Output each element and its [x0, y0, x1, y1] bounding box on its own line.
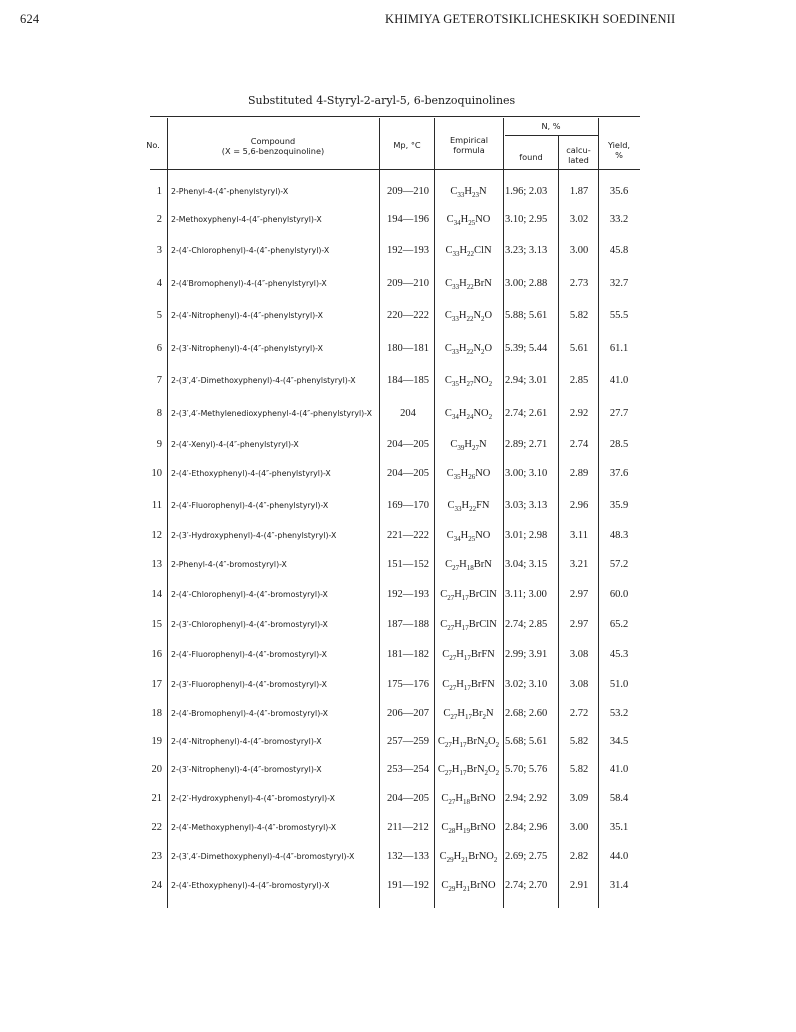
empirical-formula: $C_{33}H_{22}BrN$ [445, 278, 492, 292]
table-row [0, 186, 796, 216]
empirical-formula: $C_{27}H_{18}BrN$ [445, 559, 492, 573]
n-found: 3.04; 3.15 [505, 559, 548, 570]
header-calc-line1: calcu- [566, 145, 591, 155]
empirical-formula: $C_{33}H_{22}FN$ [447, 500, 490, 514]
compound-name: 2-(3′-Chlorophenyl)-4-(4″-bromostyryl)-X [171, 620, 328, 629]
empirical-formula: $C_{28}H_{19}BrNO$ [441, 822, 496, 836]
n-found: 2.74; 2.85 [505, 619, 548, 630]
compound-name: 2-(3′-Hydroxyphenyl)-4-(4″-phenylstyryl)-X [171, 531, 337, 540]
yield-value: 61.1 [609, 343, 629, 354]
compound-name: 2-(3′,4′-Dimethoxyphenyl)-4-(4″-bromostyryl)-X [171, 852, 355, 861]
row-number: 10 [151, 468, 162, 479]
header-n-group: N, % [541, 121, 561, 131]
row-number: 4 [156, 278, 162, 289]
compound-name: 2-(4′-Fluorophenyl)-4-(4″-bromostyryl)-X [171, 650, 327, 659]
empirical-formula: $C_{27}H_{17}Br_2N$ [443, 708, 494, 722]
header-compound-line1: Compound [250, 136, 296, 146]
compound-name: 2-(3′-Nitrophenyl)-4-(4″-bromostyryl)-X [171, 765, 322, 774]
empirical-formula: $C_{27}H_{17}BrClN$ [440, 589, 497, 603]
journal-title: KHIMIYA GETEROTSIKLICHESKIKH SOEDINENII [385, 12, 676, 26]
page-number: 624 [20, 12, 40, 26]
empirical-formula: $C_{34}H_{25}NO$ [446, 214, 491, 228]
melting-point: 194—196 [387, 214, 429, 225]
n-calculated: 2.97 [569, 589, 589, 600]
table-title: Substituted 4-Styryl-2-aryl-5, 6-benzoquinolines [248, 94, 516, 107]
n-calculated: 2.97 [569, 619, 589, 630]
yield-value: 60.0 [609, 589, 629, 600]
n-calculated: 3.08 [569, 679, 589, 690]
empirical-formula: $C_{27}H_{17}BrN_2O_2$ [437, 736, 500, 750]
empirical-formula: $C_{27}H_{17}BrN_2O_2$ [437, 764, 500, 778]
empirical-formula: $C_{27}H_{17}BrClN$ [440, 619, 497, 633]
melting-point: 211—212 [387, 822, 429, 833]
yield-value: 41.0 [609, 375, 629, 386]
melting-point: 220—222 [387, 310, 429, 321]
melting-point: 253—254 [387, 764, 429, 775]
table-row [0, 559, 796, 589]
melting-point: 191—192 [387, 880, 429, 891]
row-number: 3 [156, 245, 162, 256]
table-row [0, 708, 796, 738]
compound-name: 2-(2′-Hydroxyphenyl)-4-(4″-bromostyryl)-X [171, 794, 335, 803]
empirical-formula: $C_{34}H_{25}NO$ [446, 530, 491, 544]
header-formula-line2: formula [453, 145, 485, 155]
n-found: 2.74; 2.61 [505, 408, 548, 419]
n-calculated: 3.11 [570, 530, 588, 541]
n-calculated: 2.89 [569, 468, 589, 479]
row-number: 23 [151, 851, 162, 862]
yield-value: 27.7 [609, 408, 629, 419]
n-found: 2.94; 3.01 [505, 375, 548, 386]
n-calculated: 5.61 [569, 343, 589, 354]
melting-point: 180—181 [387, 343, 429, 354]
row-number: 11 [151, 500, 162, 511]
row-number: 16 [151, 649, 162, 660]
yield-value: 35.6 [609, 186, 629, 197]
compound-name: 2-(3′,4′-Dimethoxyphenyl)-4-(4″-phenylstyryl)-X [171, 376, 356, 385]
empirical-formula: $C_{27}H_{18}BrNO$ [441, 793, 496, 807]
melting-point: 204—205 [387, 468, 429, 479]
row-number: 1 [156, 186, 162, 197]
row-number: 14 [151, 589, 162, 600]
n-group-rule [505, 135, 599, 136]
empirical-formula: $C_{39}H_{27}N$ [450, 439, 487, 453]
melting-point: 209—210 [387, 278, 429, 289]
header-no: No. [146, 140, 160, 150]
yield-value: 48.3 [609, 530, 629, 541]
header-formula-line1: Empirical [449, 135, 489, 145]
n-found: 3.00; 3.10 [505, 468, 548, 479]
melting-point: 192—193 [387, 245, 429, 256]
table-row [0, 880, 796, 910]
n-calculated: 2.91 [569, 880, 589, 891]
table-row [0, 278, 796, 308]
table-row [0, 245, 796, 275]
yield-value: 31.4 [609, 880, 629, 891]
row-number: 19 [151, 736, 162, 747]
row-number: 20 [151, 764, 162, 775]
table-row [0, 310, 796, 340]
melting-point: 204 [400, 408, 416, 419]
table-row [0, 851, 796, 881]
header-mp: Mp, °C [393, 140, 421, 150]
table-row [0, 343, 796, 373]
yield-value: 28.5 [609, 439, 629, 450]
table-row [0, 214, 796, 244]
melting-point: 132—133 [387, 851, 429, 862]
table-row [0, 589, 796, 619]
row-number: 15 [151, 619, 162, 630]
n-found: 2.74; 2.70 [505, 880, 548, 891]
melting-point: 192—193 [387, 589, 429, 600]
n-calculated: 3.09 [569, 793, 589, 804]
table-row [0, 619, 796, 649]
compound-name: 2-(4′-Methoxyphenyl)-4-(4″-bromostyryl)-X [171, 823, 337, 832]
yield-value: 33.2 [609, 214, 629, 225]
row-number: 7 [156, 375, 162, 386]
row-number: 5 [156, 310, 162, 321]
header-yield-line2: % [615, 150, 623, 160]
table-top-rule [150, 116, 640, 117]
yield-value: 45.3 [609, 649, 629, 660]
header-bottom-rule [150, 169, 640, 170]
n-found: 3.23; 3.13 [505, 245, 548, 256]
compound-name: 2-(4′-Fluorophenyl)-4-(4″-phenylstyryl)-X [171, 501, 329, 510]
n-calculated: 2.72 [569, 708, 589, 719]
table-row [0, 500, 796, 530]
row-number: 24 [151, 880, 162, 891]
compound-name: 2-(4′-Nitrophenyl)-4-(4″-phenylstyryl)-X [171, 311, 323, 320]
compound-name: 2-(4′-Chlorophenyl)-4-(4″-phenylstyryl)-X [171, 246, 330, 255]
row-number: 18 [151, 708, 162, 719]
empirical-formula: $C_{33}H_{22}ClN$ [445, 245, 492, 259]
empirical-formula: $C_{29}H_{21}BrNO$ [441, 880, 496, 894]
melting-point: 209—210 [387, 186, 429, 197]
header-formula [435, 135, 503, 155]
row-number: 9 [156, 439, 162, 450]
n-found: 2.89; 2.71 [505, 439, 548, 450]
melting-point: 169—170 [387, 500, 429, 511]
table-row [0, 375, 796, 405]
row-number: 17 [151, 679, 162, 690]
n-found: 2.84; 2.96 [505, 822, 548, 833]
n-found: 2.68; 2.60 [505, 708, 548, 719]
row-number: 21 [151, 793, 162, 804]
header-yield [599, 140, 639, 160]
yield-value: 34.5 [609, 736, 629, 747]
header-calc [559, 145, 598, 165]
n-calculated: 5.82 [569, 736, 589, 747]
n-found: 5.39; 5.44 [505, 343, 548, 354]
n-found: 3.11; 3.00 [505, 589, 547, 600]
table-row [0, 468, 796, 498]
yield-value: 53.2 [609, 708, 629, 719]
compound-name: 2-(4′-Ethoxyphenyl)-4-(4″-phenylstyryl)-X [171, 469, 331, 478]
yield-value: 35.1 [609, 822, 629, 833]
yield-value: 45.8 [609, 245, 629, 256]
melting-point: 206—207 [387, 708, 429, 719]
n-calculated: 1.87 [569, 186, 589, 197]
header-found: found [519, 152, 543, 162]
n-calculated: 2.85 [569, 375, 589, 386]
n-calculated: 3.21 [569, 559, 589, 570]
n-found: 5.70; 5.76 [505, 764, 548, 775]
n-calculated: 2.82 [569, 851, 589, 862]
n-calculated: 3.00 [569, 822, 589, 833]
empirical-formula: $C_{27}H_{17}BrFN$ [442, 649, 495, 663]
empirical-formula: $C_{35}H_{26}NO$ [446, 468, 491, 482]
yield-value: 55.5 [609, 310, 629, 321]
yield-value: 65.2 [609, 619, 629, 630]
table-row [0, 679, 796, 709]
empirical-formula: $C_{33}H_{22}N_2O$ [444, 343, 493, 357]
n-found: 3.02; 3.10 [505, 679, 548, 690]
n-calculated: 3.08 [569, 649, 589, 660]
compound-name: 2-(4′Bromophenyl)-4-(4″-phenylstyryl)-X [171, 279, 327, 288]
n-calculated: 3.00 [569, 245, 589, 256]
compound-name: 2-Phenyl-4-(4″-phenylstyryl)-X [171, 187, 289, 196]
compound-name: 2-(4′-Chlorophenyl)-4-(4″-bromostyryl)-X [171, 590, 328, 599]
yield-value: 58.4 [609, 793, 629, 804]
compound-name: 2-(3′-Fluorophenyl)-4-(4″-bromostyryl)-X [171, 680, 327, 689]
header-calc-line2: lated [568, 155, 589, 165]
table-row [0, 408, 796, 438]
yield-value: 35.9 [609, 500, 629, 511]
compound-name: 2-(4′-Ethoxyphenyl)-4-(4″-bromostyryl)-X [171, 881, 330, 890]
table-row [0, 649, 796, 679]
table-row [0, 764, 796, 794]
melting-point: 181—182 [387, 649, 429, 660]
melting-point: 151—152 [387, 559, 429, 570]
yield-value: 51.0 [609, 679, 629, 690]
header-compound-line2: (X = 5,6-benzoquinoline) [221, 146, 325, 156]
empirical-formula: $C_{34}H_{24}NO_2$ [444, 408, 493, 422]
compound-name: 2-(3′-Nitrophenyl)-4-(4″-phenylstyryl)-X [171, 344, 323, 353]
row-number: 2 [156, 214, 162, 225]
compound-name: 2-Methoxyphenyl-4-(4″-phenylstyryl)-X [171, 215, 322, 224]
yield-value: 41.0 [609, 764, 629, 775]
compound-name: 2-(4′-Bromophenyl)-4-(4″-bromostyryl)-X [171, 709, 329, 718]
compound-name: 2-(4′-Xenyl)-4-(4″-phenylstyryl)-X [171, 440, 299, 449]
melting-point: 175—176 [387, 679, 429, 690]
compound-name: 2-(4′-Nitrophenyl)-4-(4″-bromostyryl)-X [171, 737, 322, 746]
melting-point: 257—259 [387, 736, 429, 747]
row-number: 6 [156, 343, 162, 354]
n-found: 3.00; 2.88 [505, 278, 548, 289]
yield-value: 44.0 [609, 851, 629, 862]
melting-point: 187—188 [387, 619, 429, 630]
n-found: 2.99; 3.91 [505, 649, 548, 660]
melting-point: 184—185 [387, 375, 429, 386]
empirical-formula: $C_{35}H_{27}NO_2$ [444, 375, 493, 389]
n-calculated: 2.74 [569, 439, 589, 450]
table-row [0, 793, 796, 823]
table-row [0, 439, 796, 469]
melting-point: 221—222 [387, 530, 429, 541]
n-calculated: 3.02 [569, 214, 589, 225]
n-calculated: 2.96 [569, 500, 589, 511]
n-found: 3.01; 2.98 [505, 530, 548, 541]
yield-value: 57.2 [609, 559, 629, 570]
n-found: 2.94; 2.92 [505, 793, 548, 804]
n-found: 5.68; 5.61 [505, 736, 548, 747]
melting-point: 204—205 [387, 439, 429, 450]
header-yield-line1: Yield, [607, 140, 631, 150]
n-found: 2.69; 2.75 [505, 851, 548, 862]
header-compound [168, 136, 378, 156]
row-number: 12 [151, 530, 162, 541]
n-found: 1.96; 2.03 [505, 186, 548, 197]
n-calculated: 5.82 [569, 310, 589, 321]
yield-value: 32.7 [609, 278, 629, 289]
row-number: 22 [151, 822, 162, 833]
n-found: 3.03; 3.13 [505, 500, 548, 511]
n-calculated: 5.82 [569, 764, 589, 775]
empirical-formula: $C_{33}H_{23}N$ [450, 186, 487, 200]
compound-name: 2-Phenyl-4-(4″-bromostyryl)-X [171, 560, 287, 569]
table-row [0, 530, 796, 560]
row-number: 8 [156, 408, 162, 419]
row-number: 13 [151, 559, 162, 570]
melting-point: 204—205 [387, 793, 429, 804]
n-calculated: 2.73 [569, 278, 589, 289]
n-calculated: 2.92 [569, 408, 589, 419]
table-row [0, 822, 796, 852]
compound-name: 2-(3′,4′-Methylenedioxyphenyl-4-(4″-phenylstyryl)-X [171, 409, 372, 418]
n-found: 5.88; 5.61 [505, 310, 548, 321]
table-row [0, 736, 796, 766]
empirical-formula: $C_{27}H_{17}BrFN$ [442, 679, 495, 693]
empirical-formula: $C_{29}H_{21}BrNO_2$ [439, 851, 498, 865]
n-found: 3.10; 2.95 [505, 214, 548, 225]
yield-value: 37.6 [609, 468, 629, 479]
empirical-formula: $C_{33}H_{22}N_2O$ [444, 310, 493, 324]
